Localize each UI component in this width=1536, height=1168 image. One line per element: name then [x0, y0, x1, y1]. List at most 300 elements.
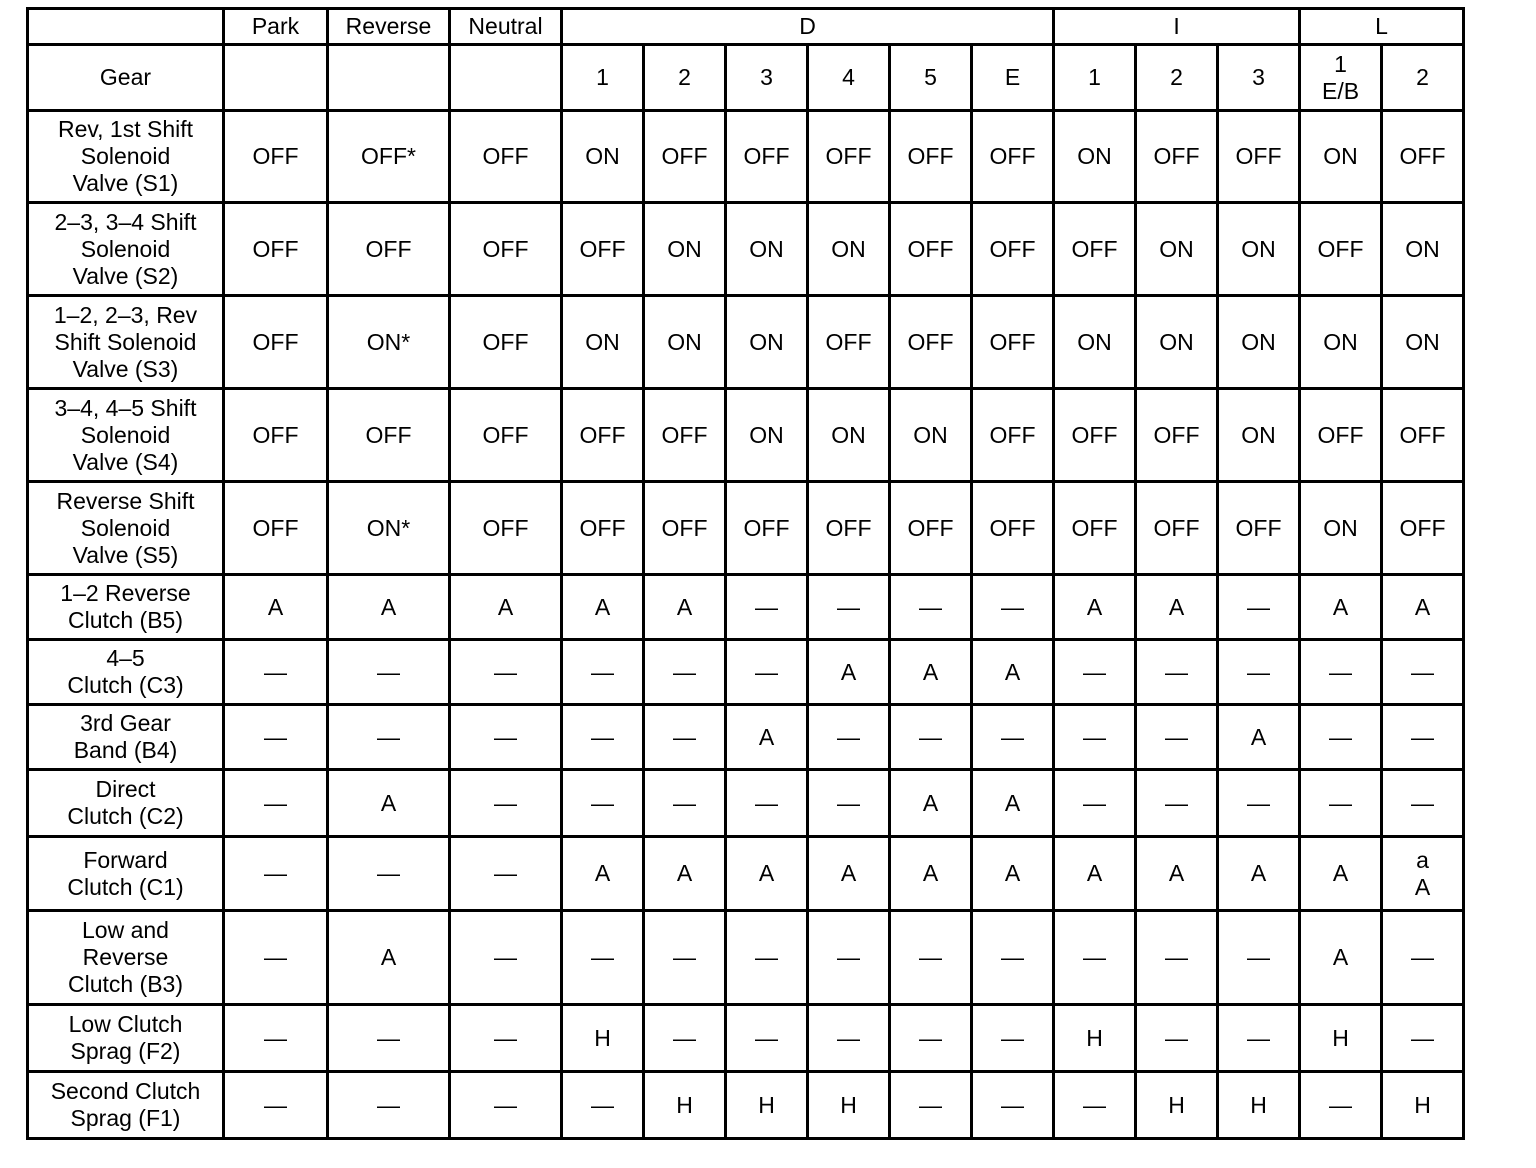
cell-value: A [922, 789, 939, 816]
cell-value: A [380, 789, 397, 816]
cell-value: H [1250, 1091, 1267, 1118]
table-cell [644, 640, 726, 705]
cell-value: A [1004, 658, 1021, 685]
cell-value: — [1165, 658, 1189, 685]
cell-value: OFF [252, 328, 299, 355]
table-cell [972, 705, 1054, 770]
cell-value: ON [1241, 235, 1276, 262]
table-row [28, 575, 1464, 640]
table-cell [1382, 482, 1464, 575]
cell-value: — [919, 1024, 942, 1051]
cell-value: ON [913, 421, 948, 448]
row-label-line: 1–2 Reverse [60, 580, 191, 606]
table-cell [644, 705, 726, 770]
cell-value: — [1329, 789, 1353, 816]
cell-value: OFF [579, 514, 626, 541]
table-cell [1382, 911, 1464, 1005]
row-label-line: Valve (S3) [72, 355, 179, 382]
table-cell [726, 837, 808, 911]
table-cell [1136, 911, 1218, 1005]
table-cell [450, 111, 562, 203]
cell-value: H [676, 1091, 693, 1118]
row-label-line: Forward [83, 846, 168, 873]
table-cell [1136, 1005, 1218, 1072]
cell-value: — [755, 1024, 778, 1051]
table-cell [1382, 203, 1464, 296]
cell-value: — [494, 723, 517, 750]
cell-value: OFF [1317, 421, 1364, 448]
row-label-line: Solenoid [80, 421, 171, 448]
table-cell [644, 770, 726, 837]
row-label-line: 1–2, 2–3, Rev [53, 301, 198, 328]
cell-value: ON* [366, 514, 411, 541]
table-cell [726, 296, 808, 389]
table-cell [1300, 111, 1382, 203]
table-cell [808, 111, 890, 203]
cell-value: ON [667, 235, 702, 262]
table-row [28, 482, 1464, 575]
cell-value: OFF [989, 421, 1036, 448]
cell-value: — [1247, 789, 1271, 816]
table-cell [450, 482, 562, 575]
table-cell [972, 1072, 1054, 1139]
cell-value: ON [831, 421, 866, 448]
table-cell [1218, 770, 1300, 837]
cell-value: A [922, 658, 939, 685]
cell-value: — [837, 789, 860, 816]
corner-cell [28, 9, 224, 45]
table-cell [1300, 911, 1382, 1005]
cell-value: — [919, 1091, 942, 1118]
cell-value: ON [1323, 143, 1358, 169]
header-park: Park [224, 9, 328, 45]
cell-value: OFF [252, 143, 299, 169]
cell-value: H [1086, 1024, 1103, 1051]
table-cell [1054, 705, 1136, 770]
cell-value: H [1168, 1091, 1185, 1118]
table-cell [726, 482, 808, 575]
table-cell [328, 482, 450, 575]
cell-value: — [837, 1024, 860, 1051]
row-label-line: Sprag (F2) [70, 1038, 181, 1064]
cell-value: A [1004, 789, 1021, 816]
table-cell [1382, 1005, 1464, 1072]
cell-value: ON [667, 328, 702, 355]
table-cell [1300, 203, 1382, 296]
sub-header-reverse [328, 45, 450, 111]
table-cell [328, 203, 450, 296]
cell-value: A [676, 593, 693, 620]
table-cell [644, 575, 726, 640]
cell-value: A [840, 860, 857, 886]
cell-value: A [1332, 944, 1349, 970]
table-cell [328, 1005, 450, 1072]
table-row [28, 911, 1464, 1005]
row-label-line: Valve (S2) [72, 262, 179, 289]
cell-value: — [1165, 723, 1189, 750]
table-cell [644, 1005, 726, 1072]
cell-value: — [837, 944, 860, 970]
table-cell [1054, 770, 1136, 837]
table-cell [1382, 296, 1464, 389]
cell-value: OFF [907, 328, 954, 355]
header-d: D [562, 9, 1054, 45]
sub-header-d-3: 3 [726, 45, 808, 111]
table-cell [1218, 640, 1300, 705]
cell-value: — [1083, 1091, 1107, 1118]
table-cell [224, 911, 328, 1005]
cell-value: — [755, 789, 778, 816]
cell-value: OFF* [361, 143, 416, 169]
table-cell [808, 911, 890, 1005]
table-cell [1218, 296, 1300, 389]
cell-value: A [758, 860, 775, 886]
row-label-line: Valve (S5) [72, 541, 179, 568]
cell-value: — [591, 789, 614, 816]
table-cell [1136, 705, 1218, 770]
table-cell [1382, 770, 1464, 837]
table-cell [808, 203, 890, 296]
cell-value: OFF [989, 514, 1036, 541]
table-cell [328, 705, 450, 770]
table-cell [1218, 1072, 1300, 1139]
row-label [28, 911, 224, 1005]
cell-value: A [1168, 593, 1185, 620]
table-cell [328, 111, 450, 203]
table-cell [726, 640, 808, 705]
table-cell [1136, 640, 1218, 705]
table-cell [562, 837, 644, 911]
cell-value: — [673, 789, 696, 816]
table-cell [890, 482, 972, 575]
cell-value: — [591, 658, 614, 685]
table-cell [808, 482, 890, 575]
cell-value: — [494, 860, 517, 886]
table-cell [644, 911, 726, 1005]
table-cell [562, 389, 644, 482]
table-cell [224, 770, 328, 837]
table-cell [972, 203, 1054, 296]
shift-solenoid-clutch-table [26, 7, 1465, 1140]
table-cell [224, 575, 328, 640]
cell-value: A [1332, 593, 1349, 620]
table-cell [972, 389, 1054, 482]
table-cell [644, 1072, 726, 1139]
table-cell [1218, 482, 1300, 575]
cell-value: — [1165, 789, 1189, 816]
cell-value: — [377, 1091, 400, 1118]
cell-value: — [1247, 1024, 1271, 1051]
row-label-line: Direct [95, 776, 156, 802]
table-cell [1300, 575, 1382, 640]
row-label-line: Sprag (F1) [70, 1105, 181, 1131]
cell-value: OFF [365, 421, 412, 448]
cell-value: OFF [1071, 235, 1118, 262]
table-cell [562, 640, 644, 705]
row-label-line: Second Clutch [50, 1078, 201, 1104]
cell-value: OFF [252, 421, 299, 448]
cell-value: A [380, 593, 397, 620]
table-cell [328, 296, 450, 389]
cell-value: ON [1159, 235, 1194, 262]
table-cell [1300, 640, 1382, 705]
group-header-row [28, 9, 1464, 45]
sub-header-l-1-line2: E/B [1322, 77, 1360, 104]
table-cell [450, 770, 562, 837]
cell-value: OFF [482, 235, 529, 262]
cell-value: OFF [661, 421, 708, 448]
cell-value: OFF [482, 143, 529, 169]
table-cell [562, 1072, 644, 1139]
table-cell [1218, 705, 1300, 770]
table-cell [890, 640, 972, 705]
cell-value: ON [1323, 514, 1358, 541]
table-cell [972, 837, 1054, 911]
cell-value: ON [585, 143, 620, 169]
cell-value: ON [749, 328, 784, 355]
row-label-line: 4–5 [106, 645, 145, 671]
table-cell [450, 837, 562, 911]
sub-header-d-5: 5 [890, 45, 972, 111]
table-cell [562, 482, 644, 575]
cell-value: A [1414, 873, 1431, 900]
row-label [28, 203, 224, 296]
table-cell [328, 837, 450, 911]
table-cell [224, 837, 328, 911]
row-label [28, 1072, 224, 1139]
table-cell [808, 837, 890, 911]
table-cell [972, 296, 1054, 389]
header-reverse: Reverse [328, 9, 450, 45]
cell-value: — [591, 944, 614, 970]
table-cell [450, 911, 562, 1005]
table-cell [808, 296, 890, 389]
cell-value: — [673, 944, 696, 970]
cell-value: H [758, 1091, 775, 1118]
cell-value: ON [1241, 421, 1276, 448]
gear-label: Gear [28, 45, 224, 111]
table-cell [726, 1005, 808, 1072]
sub-header-l-1-eb [1300, 45, 1382, 111]
cell-value: — [1165, 1024, 1189, 1051]
cell-value: ON [1077, 143, 1112, 169]
row-label-line: Clutch (C1) [67, 873, 184, 900]
row-label [28, 296, 224, 389]
cell-value: OFF [1235, 514, 1282, 541]
table-cell [726, 705, 808, 770]
header-neutral: Neutral [450, 9, 562, 45]
cell-value: OFF [1399, 421, 1446, 448]
cell-value: OFF [365, 235, 412, 262]
table-cell [224, 1005, 328, 1072]
cell-value: — [494, 1091, 517, 1118]
table-cell [1382, 705, 1464, 770]
cell-value: OFF [1153, 514, 1200, 541]
cell-value: — [494, 944, 517, 970]
cell-value: OFF [579, 421, 626, 448]
table-cell [450, 1005, 562, 1072]
row-label-line: Solenoid [80, 235, 171, 262]
cell-value: — [837, 723, 860, 750]
cell-value: OFF [1153, 421, 1200, 448]
table-cell [562, 1005, 644, 1072]
cell-value: OFF [1235, 143, 1282, 169]
table-cell [450, 296, 562, 389]
cell-value: — [1411, 658, 1435, 685]
header-i: I [1054, 9, 1300, 45]
table-cell [890, 203, 972, 296]
cell-value: — [264, 789, 287, 816]
cell-value: A [380, 944, 397, 970]
table-cell [1218, 575, 1300, 640]
cell-value: A [1332, 860, 1349, 886]
cell-value: — [919, 723, 942, 750]
cell-value: OFF [1399, 143, 1446, 169]
table-cell [1136, 203, 1218, 296]
row-label [28, 770, 224, 837]
table-cell [562, 770, 644, 837]
row-label-line: Solenoid [80, 143, 171, 169]
cell-value: — [673, 1024, 696, 1051]
cell-value: — [1411, 944, 1435, 970]
cell-value: OFF [252, 514, 299, 541]
cell-value: — [1411, 789, 1435, 816]
table-cell [726, 389, 808, 482]
row-label [28, 1005, 224, 1072]
row-label-line: Band (B4) [73, 737, 178, 763]
cell-value: — [591, 723, 614, 750]
row-label-line: Reverse [82, 944, 169, 970]
table-cell [224, 203, 328, 296]
cell-value: OFF [825, 328, 872, 355]
cell-value: ON [1405, 235, 1440, 262]
cell-value: OFF [482, 328, 529, 355]
cell-value: — [264, 658, 287, 685]
table-cell [328, 575, 450, 640]
table-cell [808, 389, 890, 482]
table-cell [1300, 1072, 1382, 1139]
table-cell [1382, 575, 1464, 640]
table-cell [890, 837, 972, 911]
table-cell [562, 203, 644, 296]
table-cell [1054, 837, 1136, 911]
cell-value: — [494, 658, 517, 685]
cell-value: OFF [825, 143, 872, 169]
cell-value: A [1086, 860, 1103, 886]
table-cell [1054, 911, 1136, 1005]
table-cell [1218, 1005, 1300, 1072]
table-cell [726, 911, 808, 1005]
row-label-line: Clutch (B5) [67, 607, 184, 633]
table-cell [1136, 575, 1218, 640]
table-cell [644, 203, 726, 296]
cell-value: — [1083, 944, 1107, 970]
table-cell [1136, 296, 1218, 389]
table-cell [1054, 575, 1136, 640]
table-row [28, 389, 1464, 482]
table-cell [726, 575, 808, 640]
table-cell [808, 1072, 890, 1139]
cell-value: A [594, 860, 611, 886]
cell-value: OFF [482, 514, 529, 541]
cell-value: — [591, 1091, 614, 1118]
table-cell [328, 1072, 450, 1139]
table-row [28, 640, 1464, 705]
row-label-line: 2–3, 3–4 Shift [54, 208, 197, 235]
sub-header-i-2: 2 [1136, 45, 1218, 111]
cell-value: ON [1159, 328, 1194, 355]
table-cell [1218, 111, 1300, 203]
row-label [28, 837, 224, 911]
table-cell [1300, 1005, 1382, 1072]
table-cell [890, 705, 972, 770]
cell-value: — [1247, 593, 1271, 620]
cell-value: OFF [1071, 514, 1118, 541]
table-cell [1382, 837, 1464, 911]
cell-value: OFF [1071, 421, 1118, 448]
header-l: L [1300, 9, 1464, 45]
table-cell [1218, 911, 1300, 1005]
table-cell [328, 770, 450, 837]
table-cell [972, 111, 1054, 203]
row-label-line: Shift Solenoid [54, 328, 197, 355]
table-cell [726, 203, 808, 296]
table-cell [890, 296, 972, 389]
cell-value: — [494, 789, 517, 816]
row-label-line: Clutch (B3) [67, 971, 184, 997]
table-cell [972, 482, 1054, 575]
cell-value: — [264, 1024, 287, 1051]
table-cell [224, 111, 328, 203]
table-cell [450, 203, 562, 296]
cell-value: OFF [1399, 514, 1446, 541]
table-cell [1218, 837, 1300, 911]
cell-value: OFF [989, 235, 1036, 262]
cell-value: OFF [252, 235, 299, 262]
table-cell [726, 1072, 808, 1139]
cell-value: — [377, 723, 400, 750]
cell-value: — [673, 723, 696, 750]
table-cell [1136, 111, 1218, 203]
cell-value: A [1414, 593, 1431, 620]
cell-value: OFF [743, 514, 790, 541]
table-cell [1136, 482, 1218, 575]
table-cell [1136, 770, 1218, 837]
table-cell [224, 1072, 328, 1139]
sub-header-i-1: 1 [1054, 45, 1136, 111]
cell-value: — [1165, 944, 1189, 970]
table-cell [1054, 296, 1136, 389]
table-cell [1300, 482, 1382, 575]
table-cell [450, 705, 562, 770]
table-body [28, 111, 1464, 1139]
cell-value: A [1004, 860, 1021, 886]
cell-value: OFF [743, 143, 790, 169]
table-cell [1300, 705, 1382, 770]
sub-header-d-e: E [972, 45, 1054, 111]
table-cell [450, 389, 562, 482]
cell-value: — [1329, 1091, 1353, 1118]
table-cell [1054, 482, 1136, 575]
row-label [28, 705, 224, 770]
table-cell [328, 640, 450, 705]
cell-value: ON [749, 235, 784, 262]
table-cell [808, 1005, 890, 1072]
sub-header-l-1-line1: 1 [1334, 50, 1347, 77]
cell-value: A [840, 658, 857, 685]
cell-value: H [594, 1024, 611, 1051]
cell-value: OFF [989, 328, 1036, 355]
